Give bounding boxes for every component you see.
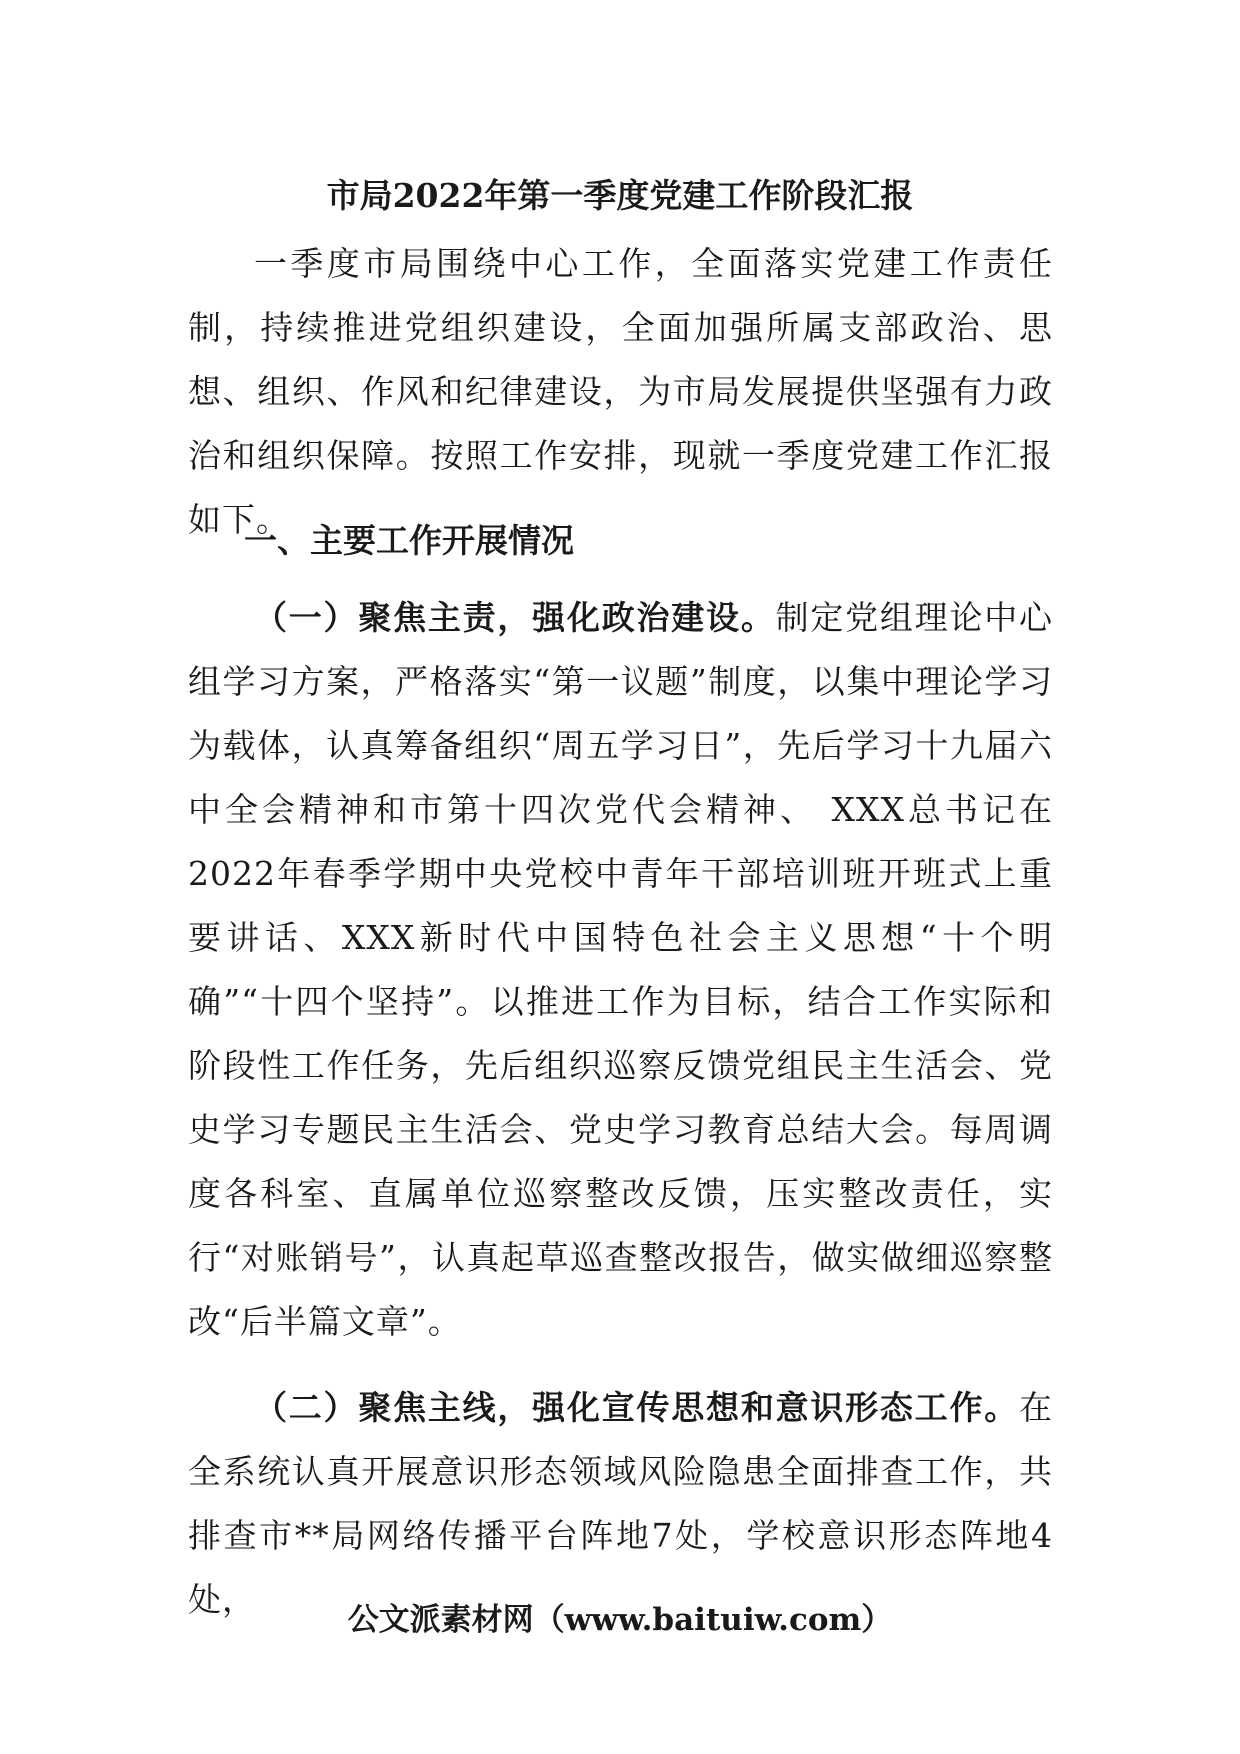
document-title: 市局2022年第一季度党建工作阶段汇报 — [326, 176, 914, 215]
paragraph-item-1 — [188, 586, 1053, 1354]
footer-watermark: 公文派素材网（www.baituiw.com） — [347, 1602, 893, 1638]
intro-paragraph: 一季度市局围绕中心工作，全面落实党建工作责任制，持续推进党组织建设，全面加强所属支部政治、思想、组织、作风和纪律建设，为市局发展提供坚强有力政治和组织保障。按照工作安排，现就一季度党建工作汇报如下。 — [188, 244, 1053, 539]
paragraph-lead: （一）聚焦主责，强化政治建设。 — [254, 598, 776, 637]
paragraph-item-2 — [188, 1376, 1053, 1632]
section-heading: 一、主要工作开展情况 — [244, 521, 574, 560]
paragraph-body: 制定党组理论中心组学习方案，严格落实“第一议题”制度，以集中理论学习为载体，认真筹备组织“周五学习日”，先后学习十九届六中全会精神和市第十四次党代会精神、 XXX总书记在2022年春季学期中央党校中青年干部培训班开班式上重要讲话、XXX新时代中国特色社会主义思想“十个明确”“十四个坚持”。以推进工作为目标，结合工作实际和阶段性工作任务，先后组织巡察反馈党组民主生活会、党史学习专题民主生活会、党史学习教育总结大会。每周调度各科室、直属单位巡察整改反馈，压实整改责任，实行“对账销号”，认真起草巡查整改报告，做实做细巡察整改“后半篇文章”。 — [188, 598, 1054, 1341]
paragraph-lead: （二）聚焦主线，强化宣传思想和意识形态工作。 — [254, 1388, 1019, 1427]
paragraph-body: 在全系统认真开展意识形态领域风险隐患全面排查工作，共排查市**局网络传播平台阵地7处，学校意识形态阵地4处， — [188, 1388, 1053, 1619]
